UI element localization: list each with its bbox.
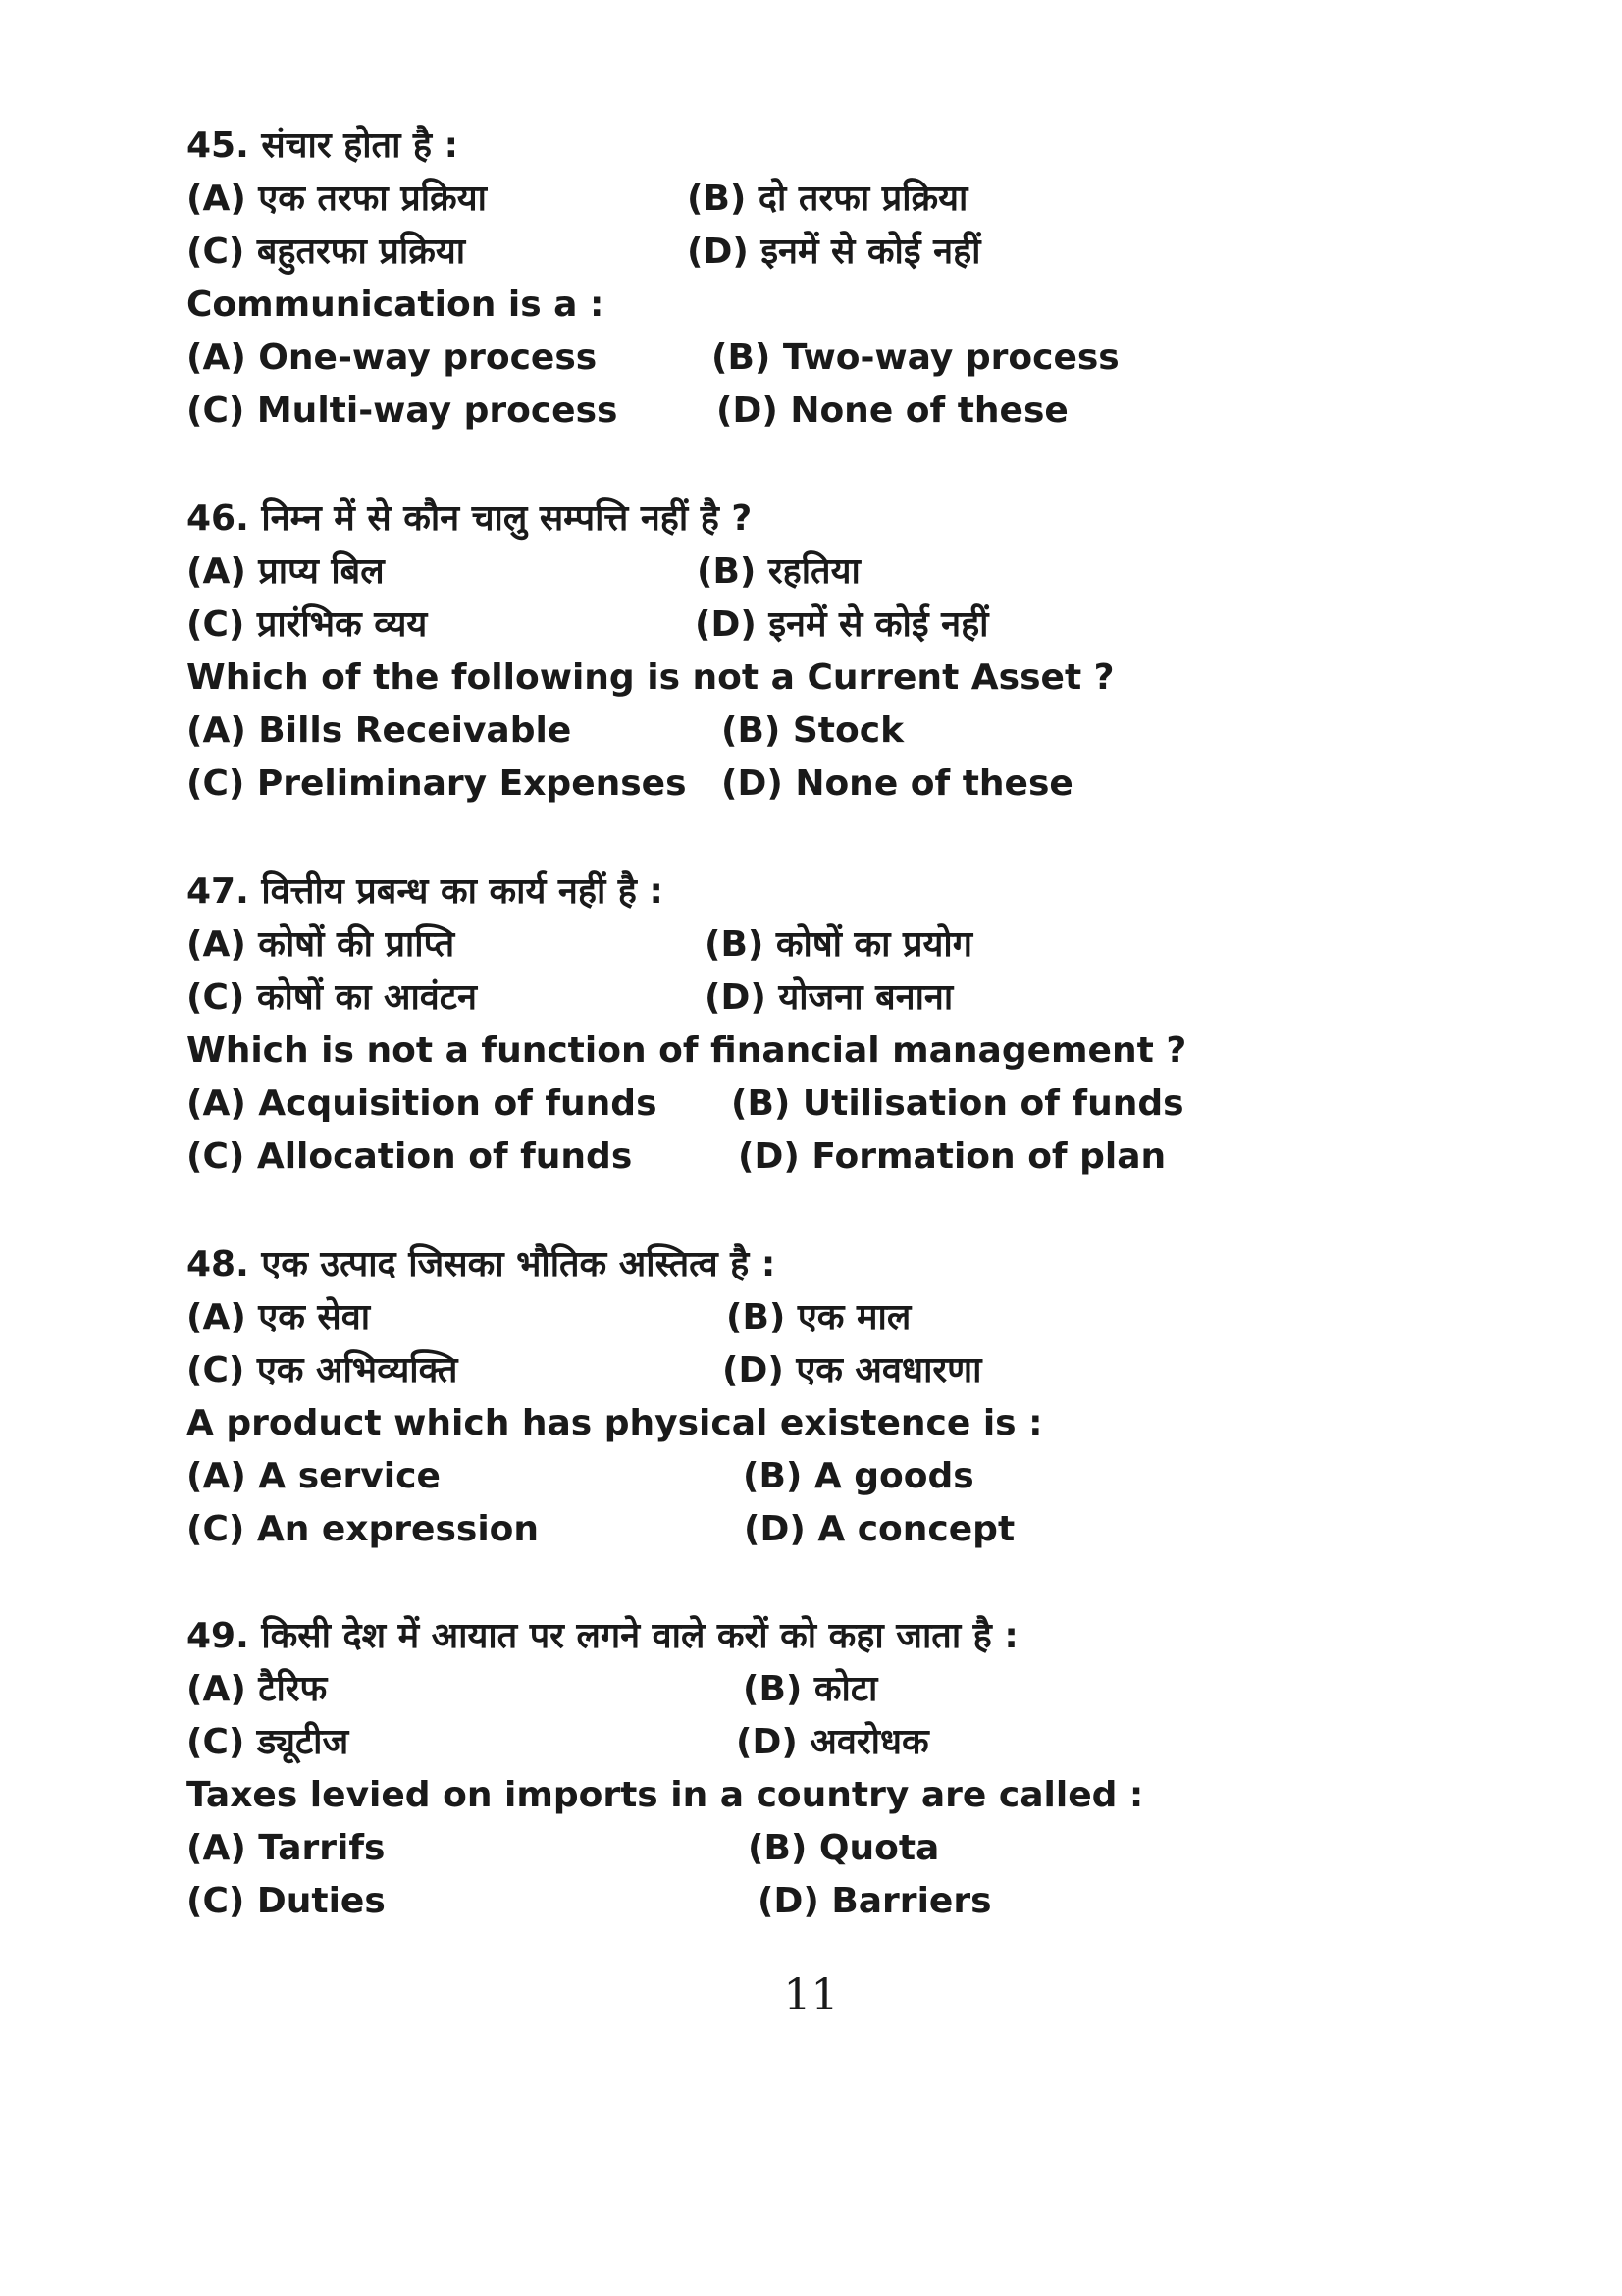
option-c-hi: (C) एक अभिव्यक्ति (186, 1350, 458, 1390)
option-b-hi: (B) रहतिया (697, 551, 861, 592)
question-hi-title (186, 493, 752, 546)
option-b-en: (B) A goods (743, 1456, 974, 1496)
question-hi-text: निम्न में से कौन चालु सम्पत्ति नहीं है ? (261, 498, 753, 539)
option-d-hi: (D) एक अवधारणा (722, 1350, 982, 1390)
option-a-hi: (A) एक तरफा प्रक्रिया (186, 179, 487, 219)
question-hi-text: संचार होता है : (261, 126, 458, 166)
question-number: 48. (186, 1244, 249, 1284)
option-a-hi: (A) कोषों की प्राप्ति (186, 924, 455, 965)
option-c-en: (C) Preliminary Expenses (186, 763, 687, 804)
question-number: 49. (186, 1616, 249, 1656)
page-number: 11 (783, 1970, 839, 2020)
option-c-hi: (C) बहुतरफा प्रक्रिया (186, 232, 466, 272)
question-number: 45. (186, 126, 249, 166)
question-number: 46. (186, 498, 249, 539)
option-c-hi: (C) कोषों का आवंटन (186, 977, 477, 1018)
option-d-hi: (D) इनमें से कोई नहीं (687, 232, 981, 272)
question-hi-text: किसी देश में आयात पर लगने वाले करों को कहा जाता है : (261, 1616, 1019, 1656)
question-en-text: Taxes levied on imports in a country are called : (186, 1775, 1144, 1815)
option-c-en: (C) Duties (186, 1881, 386, 1921)
option-d-en: (D) Formation of plan (738, 1136, 1167, 1176)
option-d-hi: (D) अवरोधक (736, 1722, 929, 1762)
option-c-en: (C) Multi-way process (186, 391, 618, 431)
option-d-hi: (D) इनमें से कोई नहीं (695, 604, 989, 645)
question-en-text: Communication is a : (186, 285, 604, 325)
question-en-text: Which of the following is not a Current Asset ? (186, 657, 1115, 698)
option-b-hi: (B) दो तरफा प्रक्रिया (687, 179, 968, 219)
option-a-en: (A) One-way process (186, 338, 598, 378)
question-hi-title (186, 120, 458, 173)
option-b-en: (B) Quota (748, 1828, 940, 1868)
question-hi-title (186, 1610, 1019, 1663)
option-d-hi: (D) योजना बनाना (705, 977, 954, 1018)
question-en-text: Which is not a function of financial management ? (186, 1030, 1187, 1070)
option-b-en: (B) Two-way process (711, 338, 1120, 378)
option-c-en: (C) An expression (186, 1509, 540, 1549)
option-a-en: (A) Tarrifs (186, 1828, 386, 1868)
option-b-en: (B) Utilisation of funds (731, 1083, 1184, 1123)
question-hi-title (186, 865, 663, 918)
option-a-en: (A) Bills Receivable (186, 710, 572, 751)
option-b-hi: (B) कोटा (743, 1669, 878, 1709)
option-a-en: (A) Acquisition of funds (186, 1083, 657, 1123)
option-b-hi: (B) एक माल (726, 1297, 912, 1337)
question-hi-text: वित्तीय प्रबन्ध का कार्य नहीं है : (261, 871, 663, 912)
option-b-hi: (B) कोषों का प्रयोग (705, 924, 972, 965)
option-a-en: (A) A service (186, 1456, 441, 1496)
option-a-hi: (A) एक सेवा (186, 1297, 371, 1337)
option-b-en: (B) Stock (721, 710, 905, 751)
option-c-hi: (C) ड्यूटीज (186, 1722, 349, 1762)
option-d-en: (D) Barriers (758, 1881, 992, 1921)
option-c-en: (C) Allocation of funds (186, 1136, 633, 1176)
question-hi-title (186, 1238, 775, 1291)
option-d-en: (D) None of these (716, 391, 1069, 431)
option-c-hi: (C) प्रारंभिक व्यय (186, 604, 428, 645)
question-hi-text: एक उत्पाद जिसका भौतिक अस्तित्व है : (261, 1244, 776, 1284)
option-a-hi: (A) प्राप्य बिल (186, 551, 385, 592)
question-en-text: A product which has physical existence is : (186, 1403, 1043, 1443)
option-d-en: (D) None of these (721, 763, 1073, 804)
question-number: 47. (186, 871, 249, 912)
option-d-en: (D) A concept (744, 1509, 1016, 1549)
option-a-hi: (A) टैरिफ (186, 1669, 328, 1709)
